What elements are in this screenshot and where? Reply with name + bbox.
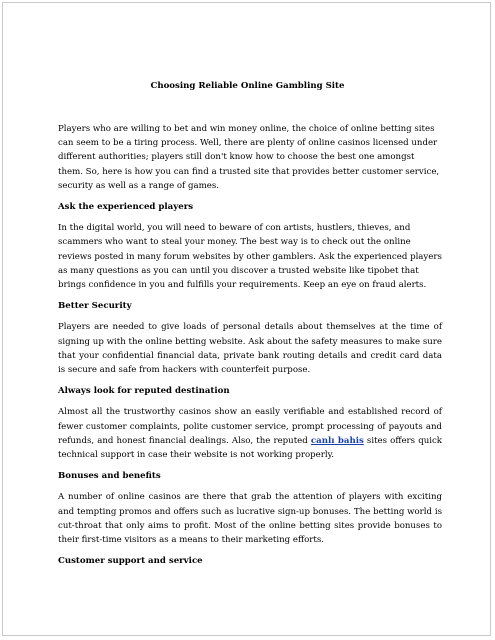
section-heading-experienced-players: Ask the experienced players: [58, 202, 194, 213]
canli-bahis-link[interactable]: canlı bahis: [310, 435, 364, 446]
section-body-experienced-players: In the digital world, you will need to beware of con artists, hustlers, thieves, and scammers who want to steal your money. The best way is to check out the online reviews posted in many forum websites by other gamblers. Ask the experienced players as many questions as you can until you discover a trusted website like tipobet that brings confidence in you and fulfills your requirements. Keep an eye on fraud alerts.: [58, 223, 442, 291]
reputed-text-before: Almost all the trustworthy casinos show an easily verifiable and established record of fewer customer complaints, polite customer service, prompt processing of payouts and refunds, and honest financial dealings. Also, the reputed: [58, 407, 442, 446]
section-body-better-security: Players are needed to give loads of personal details about themselves at the time of signing up with the online betting website. Ask about the safety measures to make sure that your confidential financial data, private bank routing details and credit card data is secure and safe from hackers with counterfeit purpose.: [58, 322, 442, 376]
section-heading-reputed-destination: Always look for reputed destination: [58, 386, 230, 397]
intro-paragraph: Players who are willing to bet and win money online, the choice of online betting sites can seem to be a tiring process. Well, there are plenty of online casinos licensed under different authorities; players still don't know how to choose the best one amongst them. So, here is how you can find a trusted site that provides better customer service, security as well as a range of games.: [58, 124, 440, 191]
section-heading-customer-support: Customer support and service: [58, 556, 203, 567]
section-heading-better-security: Better Security: [58, 301, 132, 312]
section-body-reputed-destination: [58, 405, 442, 462]
document-body: [58, 122, 442, 575]
section-heading-bonuses: Bonuses and benefits: [58, 471, 161, 482]
document-title: Choosing Reliable Online Gambling Site: [150, 81, 345, 91]
section-body-bonuses: A number of online casinos are there that grab the attention of players with exciting and tempting promos and offers such as lucrative sign-up bonuses. The betting world is cut-throat that only aims to profit. Most of the online betting sites provide bonuses to their first-time visitors as a means to their marketing efforts.: [58, 492, 442, 546]
reputed-text-after: sites offers quick technical support in case their website is not working properly.: [58, 435, 442, 461]
